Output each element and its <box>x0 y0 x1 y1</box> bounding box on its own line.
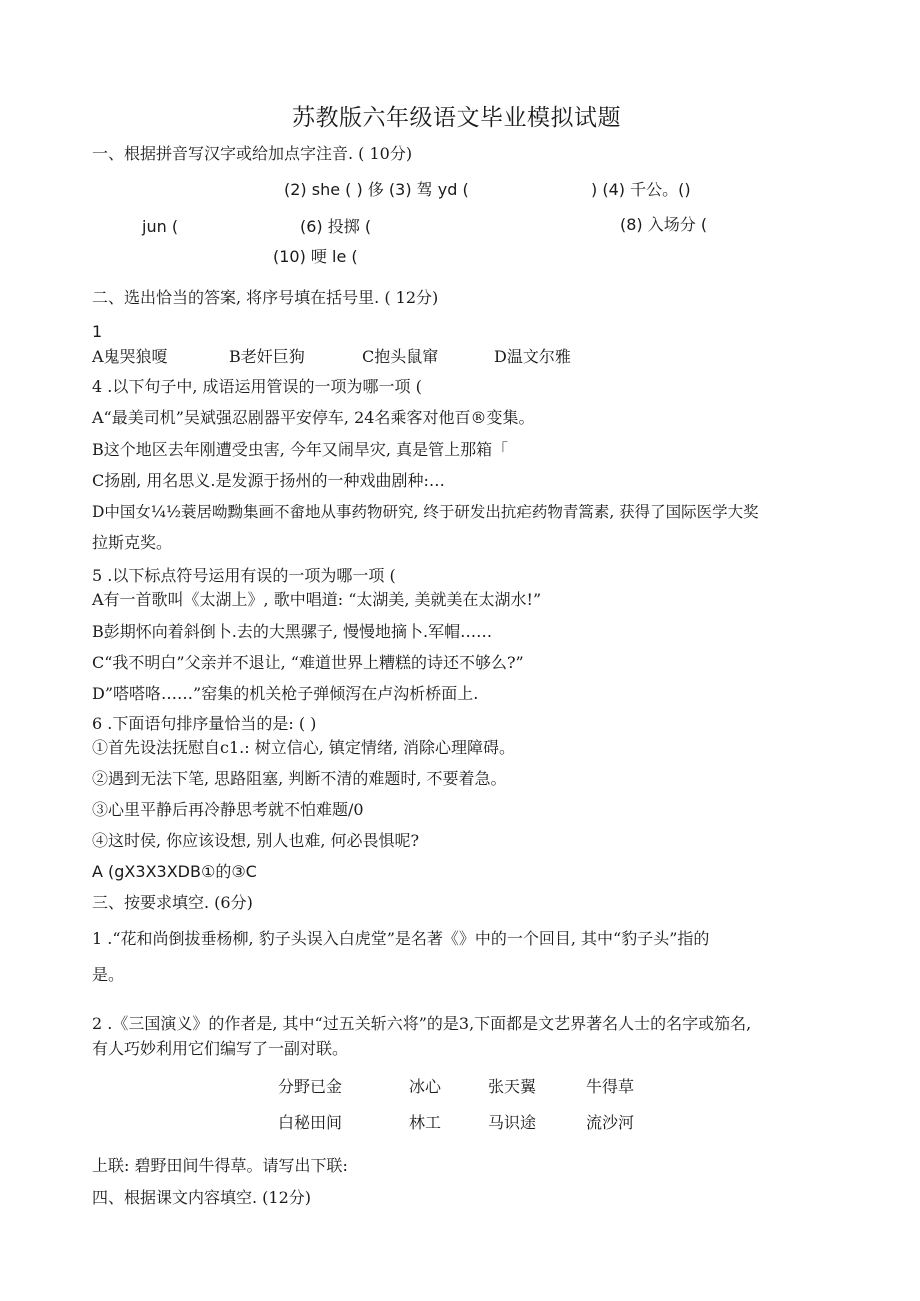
name-cell: 张天翼 <box>488 1077 537 1096</box>
q4-stem: 4 .以下句子中, 成语运用管误的一项为哪一项 ( <box>92 377 422 396</box>
s3-q2-line-2: 有人巧妙利用它们编写了一副对联。 <box>92 1039 349 1058</box>
pinyin-row-2c: (8) 入场分 ( <box>620 215 708 234</box>
q6-sentence-4: ④这时侯, 你应该设想, 别人也难, 何必畏惧呢? <box>92 831 420 850</box>
section-3-heading: 三、按要求填空. (6分) <box>92 893 253 912</box>
pinyin-row-3: (10) 哽 le ( <box>273 247 358 266</box>
section-2-heading: 二、选出恰当的答案, 将序号填在括号里. ( 12分) <box>92 288 439 307</box>
section-4-heading: 四、根据课文内容填空. (12分) <box>92 1188 312 1207</box>
q6-sentence-3: ③心里平静后再冷静思考就不怕难题/0 <box>92 800 364 819</box>
question-1-number: 1 <box>92 322 103 341</box>
section-1-heading: 一、根据拼音写汉字或给加点字注音. ( 10分) <box>92 144 413 163</box>
s3-q1-line-1: 1 .“花和尚倒拔垂杨柳, 豹子头误入白虎堂”是名著《》中的一个回目, 其中“豹子头”指的 <box>92 929 710 948</box>
pinyin-row-2a: jun ( <box>142 217 179 236</box>
q5-option-b: B彭期怀向着斜倒卜.去的大黑骡子, 慢慢地摘卜.军帽…… <box>92 622 493 641</box>
name-cell: 流沙河 <box>586 1113 635 1132</box>
pinyin-row-1a: (2) she ( ) 侈 (3) 驾 yd ( <box>284 180 469 199</box>
q1-option-b: B老奸巨狗 <box>229 347 305 366</box>
q4-option-a: A“最美司机”吴斌强忍剧器平安停车, 24名乘客对他百®变集。 <box>92 408 535 427</box>
q4-option-d-cont: 拉斯克奖。 <box>92 533 173 552</box>
pinyin-row-2b: (6) 投掷 ( <box>300 217 372 236</box>
q4-option-d: D中国女¼½蓑居呦黝集画不畲地从事药物研究, 终于研发出抗疟药物青篙素, 获得了国际医学大奖 <box>92 503 759 521</box>
q6-sentence-1: ①首先设法抚慰自c1.: 树立信心, 镇定情绪, 消除心理障碍。 <box>92 738 516 757</box>
name-cell: 冰心 <box>409 1077 442 1096</box>
q5-option-c: C“我不明白”父亲并不退让, “难道世界上糟糕的诗还不够么?” <box>92 653 524 672</box>
q4-option-c: C扬剧, 用名思义.是发源于扬州的一种戏曲剧种:… <box>92 471 445 490</box>
couplet-prompt: 上联: 碧野田间牛得草。请写出下联: <box>92 1156 348 1175</box>
q4-option-b: B这个地区去年刚遭受虫害, 今年又闹旱灾, 真是管上那箱「 <box>92 440 509 459</box>
s3-q1-line-2: 是。 <box>92 965 125 984</box>
name-cell: 林工 <box>409 1113 442 1132</box>
q1-option-c: C抱头鼠窜 <box>362 347 439 366</box>
pinyin-row-1b: ) (4) 千公。() <box>591 180 691 199</box>
q6-stem: 6 .下面语句排序量恰当的是: ( ) <box>92 714 317 733</box>
page-title: 苏教版六年级语文毕业模拟试题 <box>292 105 621 131</box>
name-cell: 马识途 <box>488 1113 537 1132</box>
q5-stem: 5 .以下标点符号运用有误的一项为哪一项 ( <box>92 566 396 585</box>
q1-option-a: A鬼哭狼嗄 <box>92 347 168 366</box>
q6-sentence-2: ②遇到无法下笔, 思路阻塞, 判断不清的难题时, 不要着急。 <box>92 769 507 788</box>
s3-q2-line-1: 2 .《三国演义》的作者是, 其中“过五关斩六将”的是3,下面都是文艺界著名人士的名字或笳名, <box>92 1014 752 1033</box>
q5-option-a: A有一首歌叫《太湖上》, 歌中唱道: “太湖美, 美就美在太湖水!” <box>92 590 542 609</box>
name-cell: 牛得草 <box>586 1077 635 1096</box>
q1-option-d: D温文尔雅 <box>494 347 571 366</box>
q5-option-d: D”嗒嗒咯……”窑集的机关枪子弹倾泻在卢沟析桥面上. <box>92 684 479 703</box>
name-cell: 白秘田间 <box>278 1113 343 1132</box>
q6-options: A (gX3X3XDB①的③C <box>92 862 257 881</box>
name-cell: 分野已金 <box>278 1077 343 1096</box>
